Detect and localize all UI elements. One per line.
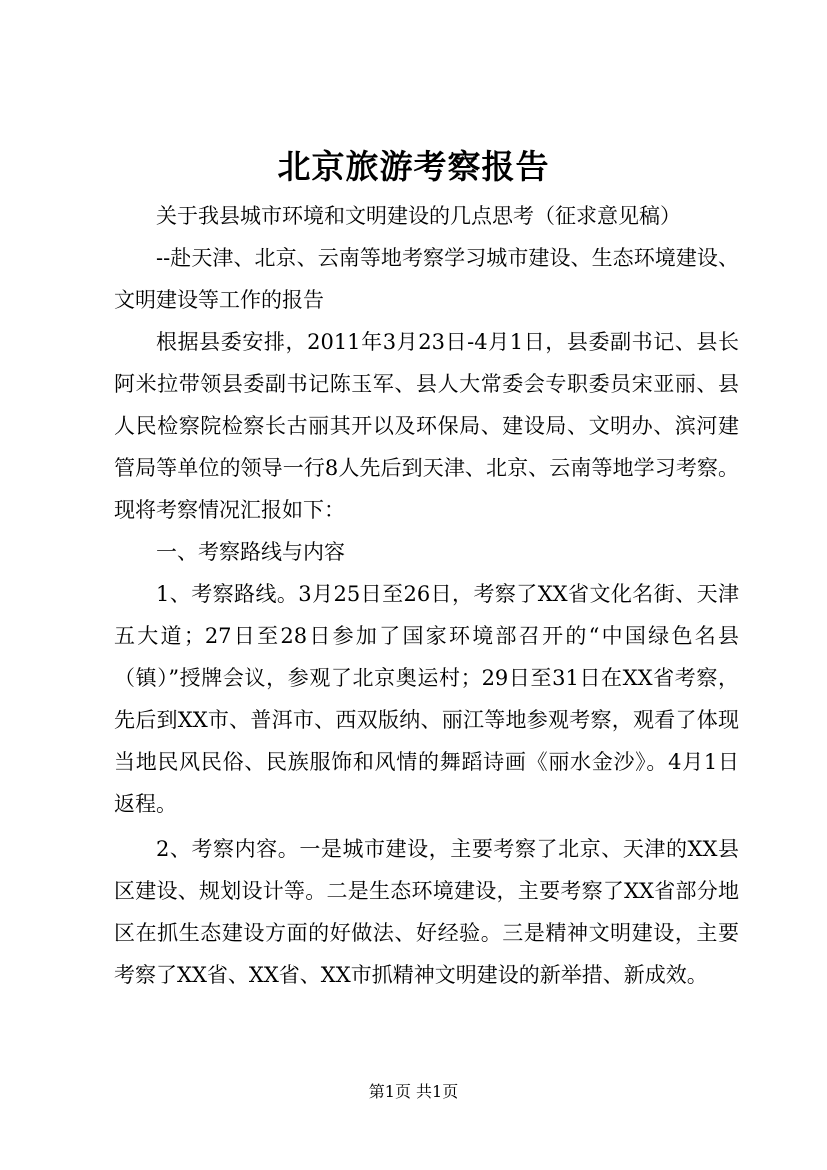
paragraph-inspection-route: 1、考察路线。3月25日至26日，考察了XX省文化名街、天津五大道；27日至28日参加了国家环境部召开的“中国绿色名县（镇）”授牌会议，参观了北京奥运村；29日至31日在XX省考察，先后到XX市、普洱市、西双版纳、丽江等地参观考察，观看了体现当地民风民俗、民族服饰和风情的舞蹈诗画《丽水金沙》。4月1日返程。 <box>114 582 739 816</box>
paragraph-inspection-content: 2、考察内容。一是城市建设，主要考察了北京、天津的XX县区建设、规划设计等。二是生态环境建设，主要考察了XX省部分地区在抓生态建设方面的好做法、好经验。三是精神文明建设，主要考察了XX省、XX省、XX市抓精神文明建设的新举措、新成效。 <box>114 837 739 987</box>
section-heading-route-content: 一、考察路线与内容 <box>156 540 345 564</box>
paragraph-subtitle: 关于我县城市环境和文明建设的几点思考（征求意见稿） <box>156 204 681 228</box>
paragraph-report-subject: --赴天津、北京、云南等地考察学习城市建设、生态环境建设、文明建设等工作的报告 <box>114 246 739 312</box>
document-title: 北京旅游考察报告 <box>277 147 550 186</box>
document-body <box>114 195 739 996</box>
paragraph-introduction: 根据县委安排，2011年3月23日-4月1日，县委副书记、县长阿米拉带领县委副书记陈玉军、县人大常委会专职委员宋亚丽、县人民检察院检察长古丽其开以及环保局、建设局、文明办、滨河建管局等单位的领导一行8人先后到天津、北京、云南等地学习考察。现将考察情况汇报如下： <box>114 330 739 522</box>
page-number-footer: 第1页 共1页 <box>368 1082 459 1101</box>
